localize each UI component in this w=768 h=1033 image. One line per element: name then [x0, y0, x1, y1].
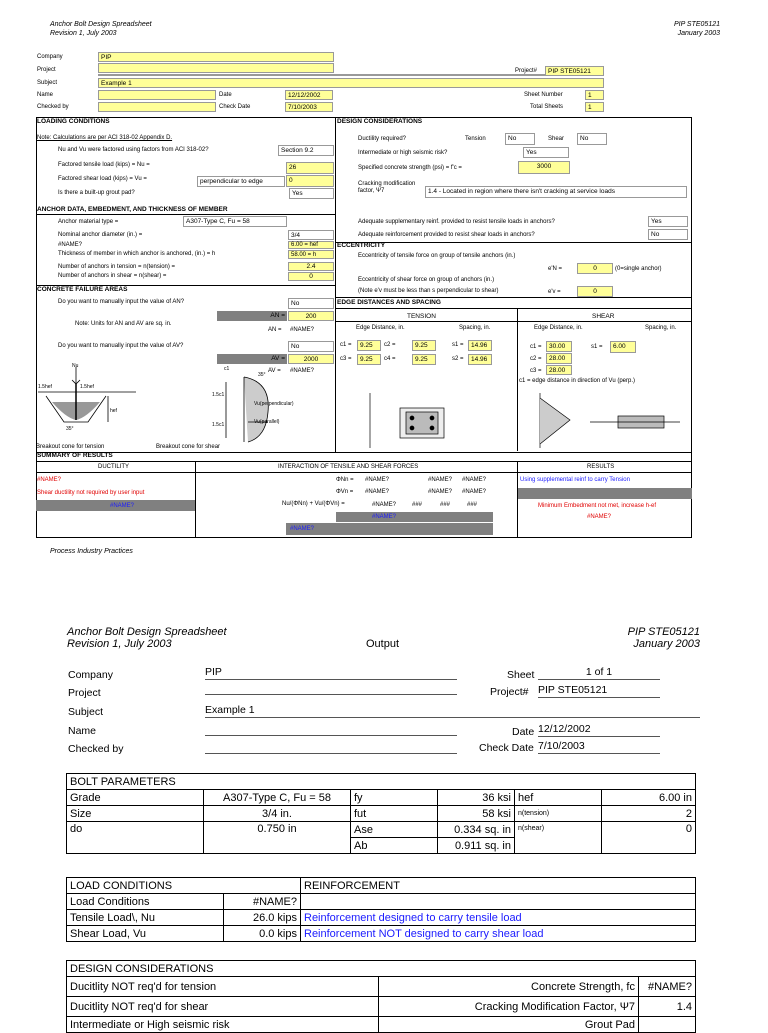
output-doc-id: PIP STE05121 — [627, 626, 700, 638]
o-checked — [205, 740, 457, 754]
result-shade — [518, 488, 692, 499]
seismic-label: Intermediate or high seismic risk? — [358, 150, 448, 156]
result-2: Minimum Embedment not met, increase h-ef — [538, 503, 657, 509]
output-title: Anchor Bolt Design Spreadsheet — [67, 626, 227, 638]
tension-label: Tension — [465, 136, 486, 142]
hef-label-o: hef — [515, 790, 602, 806]
anchor-header: ANCHOR DATA, EMBEDMENT, AND THICKNESS OF MEMBER — [37, 206, 228, 213]
ductility-line-3: #NAME? — [110, 503, 135, 509]
size-value: 3/4 in. — [204, 806, 351, 822]
o-project-label: Project — [68, 687, 101, 699]
grout-select[interactable]: Yes — [289, 188, 334, 199]
nu-value-o: 26.0 kips — [224, 910, 301, 926]
o-subject: Example 1 — [205, 704, 700, 718]
concrete-label: Specified concrete strength (psi) = f'c = — [358, 165, 462, 171]
ductility-line-1: #NAME? — [37, 477, 62, 483]
s1-input-v[interactable]: 6.00 — [610, 341, 636, 353]
an0-symbol: AN = — [268, 327, 282, 333]
edge-distance-label-v: Edge Distance, in. — [534, 325, 583, 331]
c4-input-t[interactable]: 9.25 — [412, 354, 436, 365]
supp-shear-label: Adequate reinforcement provided to resist shear loads in anchors? — [358, 232, 535, 238]
phin-a: #NAME? — [365, 477, 390, 483]
s2-sym-t: s2 = — [452, 356, 464, 362]
fy-value: 36 ksi — [438, 790, 515, 806]
c2-sym-t: c2 = — [384, 342, 396, 348]
failure-header: CONCRETE FAILURE AREAS — [37, 286, 128, 293]
fy-label: fy — [351, 790, 438, 806]
seismic-select[interactable]: Yes — [523, 147, 569, 158]
an-symbol: AN = — [217, 311, 287, 321]
lc-label: Load Conditions — [67, 894, 224, 910]
fut-label: fut — [351, 806, 438, 822]
o-checked-label: Checked by — [68, 743, 124, 755]
cracking-select[interactable]: 1.4 - Located in region where there isn't cracking at service loads — [425, 186, 687, 198]
hef-1-label: 1.5hef — [38, 384, 52, 390]
reinf-shear: Reinforcement NOT designed to carry shear load — [301, 926, 696, 942]
ecc-tension-sym: e'N = — [548, 266, 562, 272]
hef-label: hef — [110, 408, 117, 414]
o-sheet: 1 of 1 — [538, 666, 660, 680]
shear-direction-select[interactable]: perpendicular to edge — [197, 176, 285, 187]
eq-c: ### — [440, 502, 451, 508]
an-manual-question: Do you want to manually input the value of AN? — [58, 299, 185, 305]
shear-subheader: SHEAR — [592, 313, 615, 320]
av-manual-select[interactable]: No — [288, 341, 334, 352]
o-concrete-label: Concrete Strength, fc — [379, 977, 639, 997]
output-center: Output — [366, 638, 400, 650]
nt-label: n(tension) — [515, 806, 602, 822]
s1-input-t[interactable]: 14.96 — [468, 340, 492, 351]
phin-symbol: ΦNn = — [336, 477, 354, 483]
design-considerations-table — [66, 960, 696, 1033]
company-input[interactable]: PIP — [98, 52, 334, 62]
ductility-col: DUCTILITY — [98, 464, 130, 470]
footer-text: Process Industry Practices — [50, 548, 133, 555]
edge-note: c1 = edge distance in direction of Vu (perp.) — [519, 378, 636, 384]
c3-input-v[interactable]: 28.00 — [546, 365, 572, 375]
ductility-line-2: Shear ductility not required by user input — [37, 490, 145, 496]
vu-value-o: 0.0 kips — [224, 926, 301, 942]
checked-label: Checked by — [37, 104, 69, 110]
spacing-label-v: Spacing, in. — [645, 325, 677, 331]
shear-label: Factored shear load (kips) = Vu = — [58, 176, 147, 182]
load-conditions-table — [66, 877, 696, 942]
o-ductility-shear: Ducitlity NOT req'd for shear — [67, 997, 379, 1017]
anchor-plan-diagrams — [340, 388, 690, 450]
o-grout-value — [639, 1017, 696, 1033]
phiv-c: #NAME? — [462, 489, 487, 495]
an-input[interactable]: 200 — [288, 311, 334, 321]
phiv-b: #NAME? — [428, 489, 453, 495]
total-sheets-label: Total Sheets — [530, 104, 564, 110]
diameter-select[interactable]: 3/4 — [288, 230, 334, 240]
o-check-date: 7/10/2003 — [538, 740, 660, 754]
sheet-doc-id: PIP STE05121 — [673, 21, 720, 28]
hef-input[interactable]: 6.00 = hef — [288, 241, 334, 249]
loading-note: Note: Calculations are per ACI 318-02 Appendix D. — [37, 135, 173, 141]
tensile-input[interactable]: 26 — [286, 162, 334, 174]
results-col: RESULTS — [587, 464, 615, 470]
output-doc-date: January 2003 — [633, 638, 700, 650]
units-note: Note: Units for AN and AV are sq. in. — [75, 321, 172, 327]
grade-label: Grade — [67, 790, 204, 806]
ecc-tension-note: (0=single anchor) — [615, 266, 662, 272]
check-date-label: Check Date — [219, 104, 251, 110]
tension-subheader: TENSION — [407, 313, 436, 320]
av0-symbol: AV = — [268, 368, 281, 374]
nu-label-o: Tensile Load\, Nu — [67, 910, 224, 926]
o-subject-label: Subject — [68, 706, 104, 718]
supp-tension-select[interactable]: Yes — [648, 216, 688, 227]
total-sheets-input[interactable]: 1 — [585, 102, 604, 112]
o-seismic: Intermediate or High seismic risk — [67, 1017, 379, 1033]
sheet-title: Anchor Bolt Design Spreadsheet — [50, 21, 152, 28]
o-company-label: Company — [68, 669, 113, 681]
date-label: Date — [219, 92, 232, 98]
result-3: #NAME? — [587, 514, 612, 520]
an0-value: #NAME? — [290, 327, 315, 333]
o-cracking-label: Cracking Modification Factor, Ψ7 — [379, 997, 639, 1017]
s1-sym-t: s1 = — [452, 342, 464, 348]
c3-input-t[interactable]: 9.25 — [357, 354, 381, 365]
av-symbol: AV = — [217, 354, 287, 364]
o-ductility-tension: Ducitlity NOT req'd for tension — [67, 977, 379, 997]
c2-input-v[interactable]: 28.00 — [546, 353, 572, 364]
sheet-revision: Revision 1, July 2003 — [50, 30, 117, 37]
loading-header: LOADING CONDITIONS — [37, 118, 110, 125]
ase-value: 0.334 sq. in — [438, 822, 515, 838]
eq-d: ### — [467, 502, 478, 508]
result-1: Using supplemental reinf to carry Tension — [520, 477, 630, 483]
hef-value-o: 6.00 in — [602, 790, 696, 806]
interaction-eq: Nu/(ΦNn) + Vu/(ΦVn) = — [282, 501, 345, 507]
subject-input[interactable]: Example 1 — [98, 78, 604, 88]
n-shear-input[interactable]: 0 — [288, 272, 334, 281]
av0-value: #NAME? — [290, 368, 315, 374]
eq-shade-1 — [336, 512, 493, 522]
ns-label: n(shear) — [515, 822, 602, 854]
o-project-no: PIP STE05121 — [538, 684, 660, 698]
project-no-input[interactable]: PIP STE05121 — [545, 66, 604, 76]
bolt-parameters-table — [66, 773, 696, 854]
sheet-no-input[interactable]: 1 — [585, 90, 604, 100]
angle-35-v: 35° — [258, 372, 266, 378]
o-project-no-label: Project# — [490, 686, 529, 698]
o-concrete-value: #NAME? — [639, 977, 696, 997]
v-par-label: Vu(parallel) — [254, 419, 280, 425]
shear-label-d: Shear — [548, 136, 565, 142]
ductility-label: Ductility required? — [358, 136, 407, 142]
eq-b: ### — [412, 502, 423, 508]
date-input[interactable]: 12/12/2002 — [285, 90, 333, 100]
c2-sym-v: c2 = — [530, 356, 542, 362]
tension-ductility-select[interactable]: No — [505, 133, 535, 145]
name-input[interactable] — [98, 90, 216, 100]
thickness-input[interactable]: 58.00 = h — [288, 250, 334, 259]
bolt-header: BOLT PARAMETERS — [67, 774, 696, 790]
reinf-blank — [301, 894, 696, 910]
o-company: PIP — [205, 666, 457, 680]
o-name — [205, 722, 457, 736]
c2-input-t[interactable]: 9.25 — [412, 340, 436, 351]
o-cracking-value: 1.4 — [639, 997, 696, 1017]
c1-15b-label: 1.5c1 — [212, 422, 225, 428]
c1-sym-t: c1 = — [340, 342, 352, 348]
breakout-cone-diagrams — [36, 362, 336, 452]
grade-value: A307-Type C, Fu = 58 — [204, 790, 351, 806]
vu-label-o: Shear Load, Vu — [67, 926, 224, 942]
do-label: do — [67, 822, 204, 854]
nu-label: Nu — [72, 363, 79, 369]
av-input[interactable]: 2000 — [288, 354, 334, 364]
fut-value: 58 ksi — [438, 806, 515, 822]
concrete-input[interactable]: 3000 — [518, 161, 570, 174]
phin-b: #NAME? — [428, 477, 453, 483]
subject-label: Subject — [37, 80, 58, 86]
c4-sym-t: c4 = — [384, 356, 396, 362]
cone-shear-label: Breakout cone for shear — [156, 444, 221, 450]
output-revision: Revision 1, July 2003 — [67, 638, 172, 650]
project-input[interactable] — [98, 63, 334, 73]
n-tension-label: Number of anchors in tension = n(tension) = — [58, 264, 176, 270]
o-project — [205, 681, 457, 695]
do-value: 0.750 in — [204, 822, 351, 854]
c1-sym-v: c1 = — [530, 344, 542, 350]
hef-2-label: 1.5hef — [80, 384, 94, 390]
project-no-label: Project# — [515, 68, 538, 74]
check-date-input[interactable]: 7/10/2003 — [285, 102, 333, 112]
sheet-no-label: Sheet Number — [524, 92, 563, 98]
c1-input-t[interactable]: 9.25 — [357, 340, 381, 351]
hef-name-error: #NAME? — [58, 242, 83, 248]
edge-distance-label-t: Edge Distance, in. — [356, 325, 405, 331]
n-tension-input[interactable]: 2.4 — [288, 262, 334, 271]
ecc-shear-sym: e'v = — [548, 289, 561, 295]
eq-shade-2 — [286, 523, 493, 535]
design-header: DESIGN CONSIDERATIONS — [337, 118, 423, 125]
phiv-symbol: ΦVn = — [336, 489, 354, 495]
an-manual-select[interactable]: No — [288, 298, 334, 309]
ab-label: Ab — [351, 838, 438, 854]
spacing-label-t: Spacing, in. — [459, 325, 491, 331]
angle-35-t: 35° — [66, 426, 74, 432]
eccentricity-header: ECCENTRICITY — [337, 242, 386, 249]
cone-tension-label: Breakout cone for tension — [36, 444, 105, 450]
supp-tension-label: Adequate supplementary reinf. provided to resist tensile loads in anchors? — [358, 219, 555, 225]
edge-header: EDGE DISTANCES AND SPACING — [337, 299, 441, 306]
ns-value: 0 — [602, 822, 696, 854]
s1-sym-v: s1 = — [591, 344, 603, 350]
grout-label: Is there a built-up grout pad? — [58, 190, 135, 196]
load-header: LOAD CONDITIONS — [67, 878, 301, 894]
cracking-label: Cracking modification factor, Ψ7 — [358, 181, 416, 194]
material-label: Anchor material type = — [58, 219, 119, 225]
phiv-a: #NAME? — [365, 489, 390, 495]
eq-f: #NAME? — [290, 526, 315, 532]
shear-ductility-select[interactable]: No — [577, 133, 607, 145]
o-design-header: DESIGN CONSIDERATIONS — [67, 961, 696, 977]
eq-a: #NAME? — [372, 502, 397, 508]
thickness-label: Thickness of member in which anchor is anchored, (in.) = h — [58, 251, 216, 257]
company-label: Company — [37, 54, 63, 60]
size-label: Size — [67, 806, 204, 822]
o-date: 12/12/2002 — [538, 723, 660, 737]
factored-note: Nu and Vu were factored using factors from ACI 318-02? — [58, 147, 209, 153]
c1-label: c1 — [224, 366, 230, 372]
av-manual-question: Do you want to manually input the value of AV? — [58, 343, 184, 349]
diameter-label: Nominal anchor diameter (in.) = — [58, 232, 143, 238]
s2-input-t[interactable]: 14.96 — [468, 354, 492, 365]
o-sheet-label: Sheet — [507, 669, 535, 681]
lc-value: #NAME? — [224, 894, 301, 910]
project-label: Project — [37, 67, 56, 73]
sheet-doc-date: January 2003 — [677, 30, 720, 37]
reinf-header: REINFORCEMENT — [301, 878, 696, 894]
n-shear-label: Number of anchors in shear = n(shear) = — [58, 273, 167, 279]
ecc-tension-input[interactable]: 0 — [577, 263, 613, 274]
ase-label: Ase — [351, 822, 438, 838]
reinf-tension: Reinforcement designed to carry tensile load — [301, 910, 696, 926]
material-select[interactable]: A307-Type C, Fu = 58 — [183, 216, 287, 227]
ab-value: 0.911 sq. in — [438, 838, 515, 854]
o-name-label: Name — [68, 725, 97, 737]
supp-shear-select[interactable]: No — [648, 229, 688, 240]
phin-c: #NAME? — [462, 477, 487, 483]
v-perp-label: Vu(perpendicular) — [254, 401, 294, 407]
ecc-shear-input[interactable]: 0 — [577, 286, 613, 297]
o-grout-label: Grout Pad — [379, 1017, 639, 1033]
c1-input-v[interactable]: 30.00 — [546, 341, 572, 352]
shear-input[interactable]: 0 — [286, 175, 334, 187]
o-check-date-label: Check Date — [479, 742, 534, 754]
tensile-label: Factored tensile load (kips) = Nu = — [58, 162, 150, 168]
ecc-shear-label: Eccentricity of shear force on group of anchors (in.) — [358, 277, 495, 283]
factored-select[interactable]: Section 9.2 — [278, 145, 334, 156]
c3-sym-t: c3 = — [340, 356, 352, 362]
c3-sym-v: c3 = — [530, 368, 542, 374]
summary-header: SUMMARY OF RESULTS — [37, 452, 113, 459]
name-label: Name — [37, 92, 54, 98]
c1-15a-label: 1.5c1 — [212, 392, 225, 398]
o-date-label: Date — [512, 726, 535, 738]
ecc-shear-note: (Note e'v must be less than s perpendicular to shear) — [358, 288, 499, 294]
eq-e: #NAME? — [372, 514, 397, 520]
checked-input[interactable] — [98, 102, 216, 112]
interaction-col: INTERACTION OF TENSILE AND SHEAR FORCES — [278, 464, 419, 470]
ecc-tension-label: Eccentricity of tensile force on group of tensile anchors (in.) — [358, 253, 516, 259]
nt-value: 2 — [602, 806, 696, 822]
